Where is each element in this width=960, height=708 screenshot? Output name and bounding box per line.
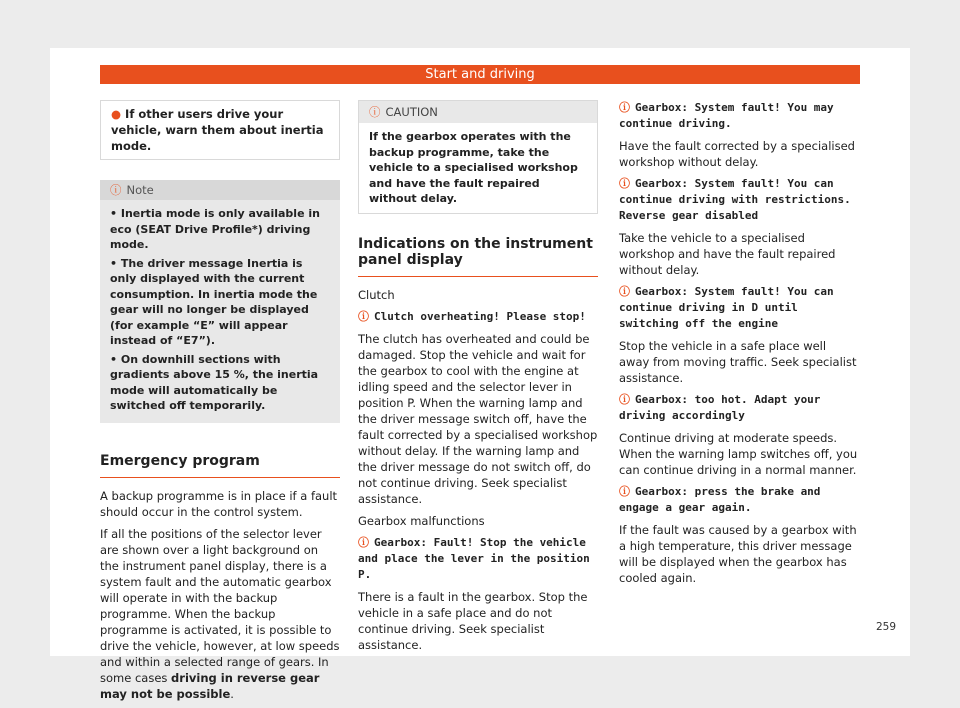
paragraph: The clutch has overheated and could be damaged. Stop the vehicle and wait for the gearbox to cool with the engine at idling speed and the selector lever in position P. When the warning lamp and the driver message switch off, have the fault corrected by a specialised workshop without delay. If the warning lamp and the driver message do not switch off, do not continue driving. Seek specialist assistance. — [358, 331, 598, 506]
paragraph: If all the positions of the selector lever are shown over a light background on the instrument panel display, there is a system fault and the automatic gearbox will operate in with the backup programme. When the backup programme is activated, it is possible to drive the vehicle, however, at low speeds and within a selected range of gears. In some cases driving in reverse gear may not be possible. — [100, 526, 340, 701]
subheading: Gearbox malfunctions — [358, 513, 485, 528]
paragraph: Take the vehicle to a specialised workshop and have the fault repaired without delay. — [619, 231, 836, 277]
driver-message: ⓘ Gearbox: press the brake and engage a gear again. — [619, 485, 821, 514]
note-box — [100, 180, 340, 423]
section-title: Emergency program — [100, 445, 340, 478]
driver-message: ⓘ Gearbox: Fault! Stop the vehicle and place the lever in the position P. — [358, 535, 590, 581]
info-icon: ⓘ — [110, 183, 122, 197]
section-title: Indications on the instrument panel display — [358, 228, 598, 277]
caution-header — [359, 101, 597, 123]
driver-message: ⓘ Gearbox: System fault! You may continue driving. — [619, 101, 834, 130]
note-header — [100, 180, 340, 200]
paragraph: Have the fault corrected by a specialised workshop without delay. — [619, 139, 855, 169]
caution-text: If the gearbox operates with the backup programme, take the vehicle to a specialised workshop and have the fault repaired without delay. — [369, 130, 578, 205]
warning-box — [100, 100, 340, 160]
paragraph: There is a fault in the gearbox. Stop the vehicle in a safe place and do not continue driving. Seek specialist assistance. — [358, 589, 588, 652]
warning-text: If other users drive your vehicle, warn them about inertia mode. — [111, 107, 324, 153]
caution-box — [358, 100, 598, 214]
caution-label: CAUTION — [385, 105, 438, 119]
note-item: • The driver message Inertia is only displayed with the current consumption. In inertia mode the gear will no longer be displayed (for example “E” will appear instead of “E7”). — [110, 256, 318, 347]
driver-message: ⓘ Gearbox: System fault! You can continue driving in D until switching off the engine — [619, 285, 834, 330]
page-number: 259 — [876, 621, 897, 633]
caution-icon: ⓘ — [369, 105, 381, 119]
warning-icon: ⓘ — [619, 485, 630, 498]
note-item: • On downhill sections with gradients above 15 %, the inertia mode will automatically be switched off temporarily. — [110, 352, 319, 412]
column-left — [100, 100, 340, 708]
warning-icon: ⓘ — [619, 285, 630, 298]
note-item: • Inertia mode is only available in eco (SEAT Drive Profile*) driving mode. — [110, 207, 320, 251]
page-header: Start and driving — [100, 65, 860, 84]
warning-icon: ⓘ — [358, 309, 369, 323]
paragraph: If the fault was caused by a gearbox with a high temperature, this driver message will be displayed when the gearbox has cooled again. — [619, 523, 857, 585]
warning-icon: ⓘ — [619, 393, 630, 406]
warning-icon: ⓘ — [619, 177, 630, 190]
column-middle — [358, 100, 598, 659]
note-label: Note — [126, 183, 154, 197]
driver-message: ⓘ Clutch overheating! Please stop! — [358, 309, 586, 323]
warning-icon: ⓘ — [619, 101, 630, 114]
column-right — [619, 100, 859, 592]
driver-message: ⓘ Gearbox: too hot. Adapt your driving accordingly — [619, 393, 821, 422]
paragraph: Stop the vehicle in a safe place well away from moving traffic. Seek specialist assistance. — [619, 339, 857, 385]
paragraph: Continue driving at moderate speeds. When the warning lamp switches off, you can continue driving in a normal manner. — [619, 431, 858, 477]
warning-icon: ⓘ — [358, 535, 369, 549]
bullet-icon: ● — [111, 107, 126, 121]
note-body — [100, 200, 340, 423]
driver-message: ⓘ Gearbox: System fault! You can continue driving with restrictions. Reverse gear disabled — [619, 177, 851, 222]
subheading: Clutch — [358, 287, 395, 302]
paragraph: A backup programme is in place if a fault should occur in the control system. — [100, 488, 338, 519]
